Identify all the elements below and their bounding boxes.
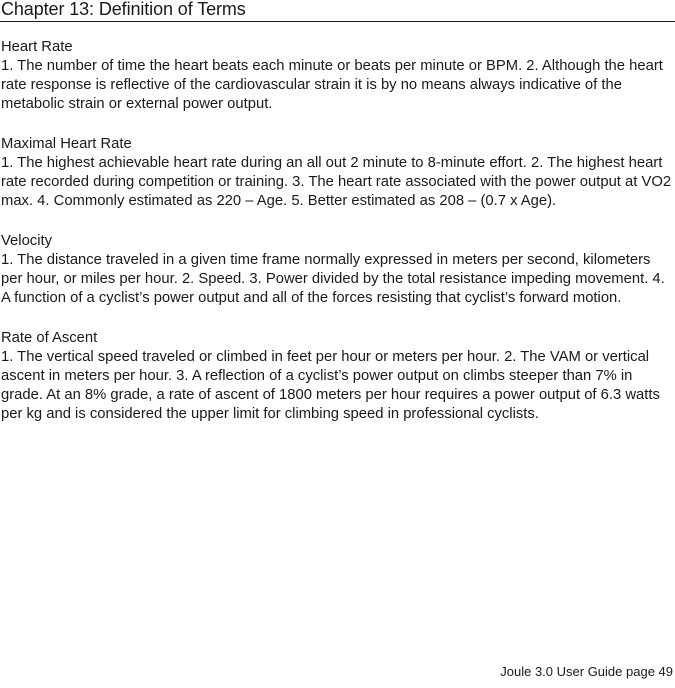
term-entry-rate-of-ascent <box>1 329 673 424</box>
term-definition: 1. The highest achievable heart rate during an all out 2 minute to 8-minute effort. 2. The highest heart rate recorded during competition or training. 3. The heart rate associated with the power output at VO2 max. 4. Commonly estimated as 220 – Age. 5. Better estimated as 208 – (0.7 x Age). <box>1 155 672 209</box>
term-definition: 1. The vertical speed traveled or climbed in feet per hour or meters per hour. 2. The VAM or vertical ascent in meters per hour. 3. A reflection of a cyclist’s power output on climbs steeper than 7% in grade. At an 8% grade, a rate of ascent of 1800 meters per hour requires a power output of 6.3 watts per kg and is considered the upper limit for climbing speed in professional cyclists. <box>1 349 660 422</box>
term-entry-heart-rate <box>1 38 673 114</box>
term-definition: 1. The number of time the heart beats each minute or beats per minute or BPM. 2. Although the heart rate response is reflective of the cardiovascular strain it is by no means always indicative of the metabolic strain or external power output. <box>1 58 663 112</box>
term-entry-velocity <box>1 232 673 308</box>
term-entry-maximal-heart-rate <box>1 135 673 211</box>
page-header <box>0 0 675 22</box>
page-footer: Joule 3.0 User Guide page 49 <box>500 664 673 679</box>
term-name: Velocity <box>1 233 52 249</box>
page-title: Chapter 13: Definition of Terms <box>1 0 246 19</box>
terms-list <box>1 38 673 445</box>
term-name: Maximal Heart Rate <box>1 136 132 152</box>
term-name: Rate of Ascent <box>1 330 98 346</box>
term-definition: 1. The distance traveled in a given time frame normally expressed in meters per second, kilometers per hour, or miles per hour. 2. Speed. 3. Power divided by the total resistance impeding movement. 4. A function of a cyclist’s power output and all of the forces resisting that cyclist’s forward motion. <box>1 252 665 306</box>
term-name: Heart Rate <box>1 39 73 55</box>
